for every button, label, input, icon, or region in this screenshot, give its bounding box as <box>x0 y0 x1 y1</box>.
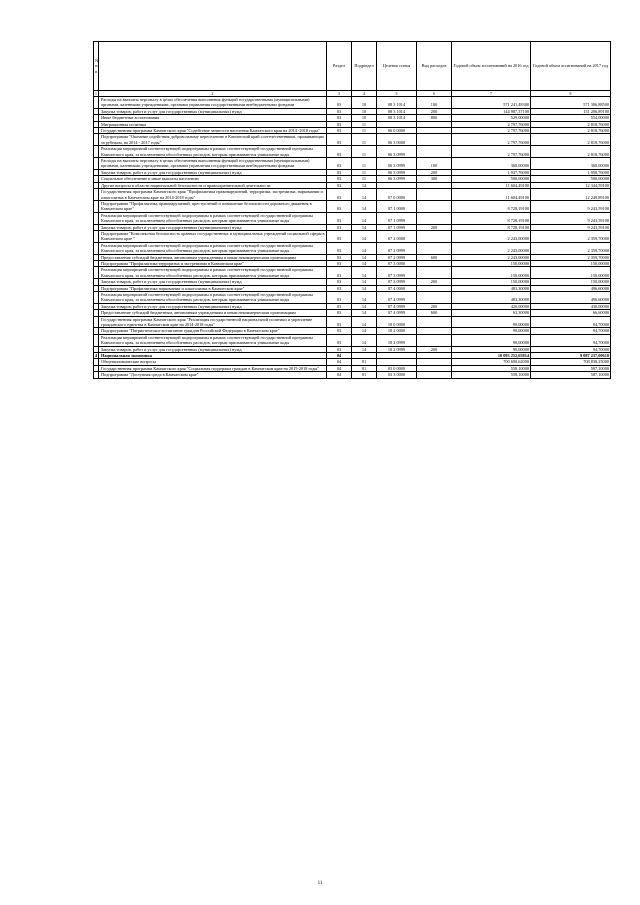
row-expense-type: 600 <box>417 310 452 316</box>
row-target-article: 08 3 1014 <box>377 97 417 109</box>
row-target-article: 07 4 0000 <box>377 285 417 291</box>
row-podrazdel: 11 <box>352 158 377 170</box>
row-name: Реализация мероприятий соответствующей подпрограммы в рамках соответствующей государственной программы Камчатского края, за исключением обособленных расходов, которым присваиваются уникальные коды <box>99 212 327 224</box>
row-amount-2016: 571 241,48300 <box>452 97 531 109</box>
row-razdel: 03 <box>327 310 352 316</box>
row-razdel: 03 <box>327 242 352 254</box>
row-target-article: 06 0 0000 <box>377 128 417 134</box>
row-razdel: 03 <box>327 328 352 334</box>
row-amount-2016: 150,00000 <box>452 267 531 279</box>
row-razdel: 03 <box>327 182 352 188</box>
row-amount-2017: 587,10000 <box>531 372 611 378</box>
row-razdel: 03 <box>327 346 352 352</box>
column-number: 2 <box>99 91 327 97</box>
row-razdel: 03 <box>327 176 352 182</box>
column-number: 1 <box>95 91 97 96</box>
row-target-article: 06 3 0000 <box>377 134 417 146</box>
row-razdel: 03 <box>327 303 352 309</box>
row-amount-2017: 587,10000 <box>531 365 611 371</box>
row-expense-type: 200 <box>417 108 452 114</box>
row-name: Реализация мероприятий соответствующей подпрограммы в рамках соответствующей государственной программы Камчатского края, за исключением обособленных расходов, которым присваиваются уникальные коды <box>99 334 327 346</box>
row-razdel: 03 <box>327 108 352 114</box>
row-podrazdel: 11 <box>352 128 377 134</box>
column-number: 6 <box>417 91 452 97</box>
row-amount-2017: 94,70000 <box>531 316 611 328</box>
table-row <box>94 134 611 146</box>
row-target-article: 07 1 0999 <box>377 212 417 224</box>
row-amount-2016: 700 690,62000 <box>452 359 531 365</box>
row-expense-type <box>417 134 452 146</box>
table-row <box>94 242 611 254</box>
row-amount-2016: 11 604,49100 <box>452 182 531 188</box>
row-podrazdel: 14 <box>352 328 377 334</box>
row-amount-2017: 9 243,59100 <box>531 212 611 224</box>
row-expense-type <box>417 267 452 279</box>
row-amount-2016: 90,00000 <box>452 316 531 328</box>
row-amount-2017: 500,00000 <box>531 176 611 182</box>
table-row <box>94 230 611 242</box>
row-podrazdel: 14 <box>352 310 377 316</box>
row-expense-type: 200 <box>417 346 452 352</box>
column-number: 5 <box>377 91 417 97</box>
row-target-article: 07 1 0000 <box>377 200 417 212</box>
column-number: 7 <box>452 91 531 97</box>
header-expense-type: Вид расходов <box>417 42 452 91</box>
row-razdel: 03 <box>327 292 352 304</box>
row-expense-type: 200 <box>417 224 452 230</box>
row-amount-2016: 11 604,49100 <box>452 189 531 201</box>
row-podrazdel: 14 <box>352 285 377 291</box>
row-amount-2016: 1 937,76000 <box>452 169 531 175</box>
row-amount-2017: 9 087 237,00610 <box>531 353 611 359</box>
row-razdel: 03 <box>327 169 352 175</box>
row-amount-2017: 496,60000 <box>531 285 611 291</box>
table-row <box>94 200 611 212</box>
row-podrazdel: 14 <box>352 316 377 328</box>
row-amount-2016: 483,30000 <box>452 285 531 291</box>
row-name: Подпрограмма "Комплексная безопасность краевых государственных и муниципальных учреждений социальной сферы в Камчатском крае " <box>99 230 327 242</box>
page-number: 11 <box>317 881 323 886</box>
row-target-article: 18 2 0999 <box>377 334 417 346</box>
row-name: Закупка товаров, работ и услуг для государственных (муниципальных) нужд <box>99 224 327 230</box>
table-row <box>94 158 611 170</box>
row-expense-type <box>417 292 452 304</box>
row-amount-2017: 150,00000 <box>531 267 611 279</box>
row-razdel: 03 <box>327 230 352 242</box>
row-podrazdel: 14 <box>352 279 377 285</box>
row-razdel: 04 <box>327 365 352 371</box>
column-number: 4 <box>352 91 377 97</box>
row-target-article: 18 0 0000 <box>377 316 417 328</box>
row-podrazdel: 14 <box>352 242 377 254</box>
row-amount-2017: 2 818,76000 <box>531 146 611 158</box>
row-amount-2016: 558,10000 <box>452 365 531 371</box>
row-expense-type: 100 <box>417 97 452 109</box>
row-name: Государственная программа Камчатского края "Профилактика правонарушений, терроризма, экстремизма, наркомании и алкоголизма в Камчатском крае на 2014-2018 годы" <box>99 189 327 201</box>
row-name: Государственная программа Камчатского края "Социальная поддержка граждан в Камчатском крае на 2015-2018 годы" <box>99 365 327 371</box>
row-target-article: 06 3 0999 <box>377 169 417 175</box>
header-target-article: Целевая статья <box>377 42 417 91</box>
row-amount-2016: 2 797,76000 <box>452 128 531 134</box>
row-target-article: 08 3 1014 <box>377 108 417 114</box>
row-target-article: 07 1 0999 <box>377 224 417 230</box>
row-amount-2017: 151 206,89100 <box>531 108 611 114</box>
row-podrazdel: 11 <box>352 146 377 158</box>
row-amount-2016: 2 797,76000 <box>452 134 531 146</box>
table-row <box>94 372 611 378</box>
row-amount-2017: 66,60000 <box>531 310 611 316</box>
row-name: Расходы на выплаты персоналу в целях обеспечения выполнения функций государственными (муниципальными) органами, казенными учреждениями, органами управления государственными внебюджетными фондами <box>99 158 327 170</box>
row-target-article: 07 2 0999 <box>377 254 417 260</box>
row-name: Закупка товаров, работ и услуг для государственных (муниципальных) нужд <box>99 169 327 175</box>
row-name: Реализация мероприятий соответствующей подпрограммы в рамках соответствующей государственной программы Камчатского края, за исключением обособленных расходов, которым присваиваются уникальные коды <box>99 267 327 279</box>
row-expense-type <box>417 334 452 346</box>
row-target-article: 06 3 0999 <box>377 158 417 170</box>
row-razdel: 03 <box>327 158 352 170</box>
header-name <box>99 42 327 91</box>
row-name: Подпрограмма "Профилактика правонарушений, преступлений и повышение безопасности дорожного движения в Камчатском крае" <box>99 200 327 212</box>
row-podrazdel: 14 <box>352 334 377 346</box>
row-razdel: 03 <box>327 146 352 158</box>
row-name: Предоставление субсидий бюджетным, автономным учреждениям и иным некоммерческим организациям <box>99 310 327 316</box>
row-target-article: 07 0 0000 <box>377 189 417 201</box>
row-razdel: 03 <box>327 97 352 109</box>
row-amount-2016: 10 093 252,65814 <box>452 353 531 359</box>
table-row <box>94 334 611 346</box>
row-razdel: 03 <box>327 212 352 224</box>
row-amount-2016: 529,00000 <box>452 115 531 121</box>
row-target-article: 07 3 0000 <box>377 260 417 266</box>
row-target-article: 07 3 0999 <box>377 279 417 285</box>
row-name: Государственная программа Камчатского края "Содействие занятости населения Камчатского края на 2014 -2018 годы" <box>99 128 327 134</box>
row-name: Иные бюджетные ассигнования <box>99 115 327 121</box>
row-amount-2016: 558,10000 <box>452 372 531 378</box>
row-expense-type: 800 <box>417 115 452 121</box>
row-podrazdel: 10 <box>352 108 377 114</box>
row-amount-2017: 12 249,89100 <box>531 189 611 201</box>
row-target-article: 03 0 0000 <box>377 365 417 371</box>
row-expense-type <box>417 189 452 201</box>
row-amount-2016: 150,00000 <box>452 279 531 285</box>
row-amount-2016: 8 728,19100 <box>452 200 531 212</box>
row-podrazdel: 01 <box>352 365 377 371</box>
row-razdel: 03 <box>327 121 352 127</box>
row-razdel: 03 <box>327 316 352 328</box>
row-name: Миграционная политика <box>99 121 327 127</box>
table-row <box>94 292 611 304</box>
row-name: Реализация мероприятий соответствующей подпрограммы в рамках соответствующей государственной программы Камчатского края, за исключением обособленных расходов, которым присваиваются уникальные коды <box>99 292 327 304</box>
row-amount-2017: 2 359,70000 <box>531 230 611 242</box>
row-amount-2017: 94,70000 <box>531 346 611 352</box>
row-amount-2017: 12 344,59100 <box>531 182 611 188</box>
table-row <box>94 212 611 224</box>
row-name: Подпрограмма "Оказание содействия добровольному переселению в Камчатский край соотечественников, проживающих за рубежом, на 2014 - 2017 годы" <box>99 134 327 146</box>
row-amount-2017: 2 359,70000 <box>531 242 611 254</box>
header-razdel: Раздел <box>327 42 352 91</box>
row-target-article: 03 3 0000 <box>377 372 417 378</box>
row-razdel: 04 <box>327 353 352 359</box>
row-amount-2017: 496,60000 <box>531 292 611 304</box>
row-amount-2016: 90,00000 <box>452 328 531 334</box>
table-row <box>94 267 611 279</box>
row-podrazdel: 11 <box>352 121 377 127</box>
row-amount-2016: 500,00000 <box>452 176 531 182</box>
row-name: Закупка товаров, работ и услуг для государственных (муниципальных) нужд <box>99 303 327 309</box>
row-expense-type <box>417 230 452 242</box>
row-amount-2017: 2 359,70000 <box>531 254 611 260</box>
header-amount-2016: Годовой объем ассигнований на 2016 год <box>452 42 531 91</box>
row-razdel: 04 <box>327 372 352 378</box>
row-amount-2016: 2 243,00000 <box>452 242 531 254</box>
row-amount-2016: 2 797,76000 <box>452 121 531 127</box>
row-podrazdel: 10 <box>352 97 377 109</box>
row-amount-2017: 9 243,59100 <box>531 224 611 230</box>
row-razdel: 03 <box>327 128 352 134</box>
row-podrazdel: 01 <box>352 372 377 378</box>
row-target-article: 18 2 0000 <box>377 328 417 334</box>
row-target-article: 07 4 0999 <box>377 303 417 309</box>
row-amount-2016: 8 728,19100 <box>452 212 531 224</box>
row-razdel: 03 <box>327 334 352 346</box>
row-razdel: 03 <box>327 115 352 121</box>
row-expense-type <box>417 242 452 254</box>
row-amount-2016: 2 243,00000 <box>452 254 531 260</box>
row-target-article: 06 3 0999 <box>377 176 417 182</box>
row-name: Другие вопросы в области национальной безопасности и правоохранительной деятельности <box>99 182 327 188</box>
row-podrazdel: 14 <box>352 254 377 260</box>
row-amount-2016: 2 797,76000 <box>452 146 531 158</box>
row-razdel: 03 <box>327 254 352 260</box>
row-podrazdel: 14 <box>352 303 377 309</box>
row-expense-type <box>417 316 452 328</box>
row-amount-2016: 144 987,37100 <box>452 108 531 114</box>
row-amount-2017: 2 818,76000 <box>531 134 611 146</box>
row-podrazdel: 14 <box>352 230 377 242</box>
row-amount-2017: 571 306,88500 <box>531 97 611 109</box>
row-amount-2016: 8 728,19100 <box>452 224 531 230</box>
row-razdel: 03 <box>327 224 352 230</box>
row-amount-2016: 2 243,00000 <box>452 230 531 242</box>
row-razdel: 03 <box>327 260 352 266</box>
row-name: Реализация мероприятий соответствующей подпрограммы в рамках соответствующей государственной программы Камчатского края, за исключением обособленных расходов, которым присваиваются уникальные коды <box>99 146 327 158</box>
row-amount-2016: 150,00000 <box>452 260 531 266</box>
column-number: 8 <box>531 91 611 97</box>
row-name: Расходы на выплаты персоналу в целях обеспечения выполнения функций государственными (муниципальными) органами, казенными учреждениями, органами управления государственными внебюджетными фондами <box>99 97 327 109</box>
row-podrazdel: 14 <box>352 182 377 188</box>
row-name: Предоставление субсидий бюджетным, автономным учреждениям и иным некоммерческим организациям <box>99 254 327 260</box>
row-name: Закупка товаров, работ и услуг для государственных (муниципальных) нужд <box>99 346 327 352</box>
row-amount-2016: 420,00000 <box>452 303 531 309</box>
row-amount-2017: 554,00000 <box>531 115 611 121</box>
row-name: Закупка товаров, работ и услуг для государственных (муниципальных) нужд <box>99 279 327 285</box>
row-amount-2017: 708 838,25000 <box>531 359 611 365</box>
row-target-article: 06 3 0999 <box>377 146 417 158</box>
row-target-article: 07 4 0999 <box>377 292 417 304</box>
row-expense-type: 200 <box>417 279 452 285</box>
row-name: Социальное обеспечение и иные выплаты населению <box>99 176 327 182</box>
row-number: 4 <box>95 353 98 359</box>
row-expense-type: 100 <box>417 158 452 170</box>
row-target-article: 07 4 0999 <box>377 310 417 316</box>
row-expense-type <box>417 146 452 158</box>
row-target-article: 08 3 1014 <box>377 115 417 121</box>
row-razdel: 03 <box>327 279 352 285</box>
row-razdel: 03 <box>327 285 352 291</box>
row-amount-2016: 90,00000 <box>452 334 531 346</box>
row-target-article: 07 3 0999 <box>377 267 417 279</box>
row-name: Подпрограмма "Профилактика терроризма и экстремизма в Камчатском крае" <box>99 260 327 266</box>
row-podrazdel: 14 <box>352 292 377 304</box>
row-razdel: 03 <box>327 189 352 201</box>
row-amount-2017: 1 958,76000 <box>531 169 611 175</box>
row-podrazdel: 14 <box>352 260 377 266</box>
row-expense-type: 200 <box>417 303 452 309</box>
row-name: Государственная программа Камчатского края "Реализация государственной национальной политики и укрепление гражданского единства в Камчатском крае на 2014-2018 годы" <box>99 316 327 328</box>
row-podrazdel: 01 <box>352 359 377 365</box>
budget-table <box>93 41 611 379</box>
row-podrazdel: 10 <box>352 115 377 121</box>
row-amount-2016: 63,30000 <box>452 310 531 316</box>
table-header-row <box>94 42 611 91</box>
row-expense-type: 600 <box>417 254 452 260</box>
column-number: 3 <box>327 91 352 97</box>
row-amount-2016: 360,00000 <box>452 158 531 170</box>
row-amount-2017: 94,70000 <box>531 328 611 334</box>
row-amount-2016: 90,00000 <box>452 346 531 352</box>
row-podrazdel: 14 <box>352 189 377 201</box>
row-name: Общеэкономические вопросы <box>99 359 327 365</box>
row-name: Национальная экономика <box>99 353 327 359</box>
row-amount-2017: 2 818,76000 <box>531 121 611 127</box>
row-amount-2017: 150,00000 <box>531 260 611 266</box>
row-razdel: 03 <box>327 200 352 212</box>
table-row <box>94 316 611 328</box>
row-name: Подпрограмма "Патриотическое воспитание граждан Российской Федерации в Камчатском крае" <box>99 328 327 334</box>
row-target-article: 18 2 0999 <box>377 346 417 352</box>
row-expense-type <box>417 212 452 224</box>
row-podrazdel: 14 <box>352 212 377 224</box>
table-row <box>94 189 611 201</box>
row-amount-2017: 9 243,59100 <box>531 200 611 212</box>
row-amount-2016: 483,30000 <box>452 292 531 304</box>
row-podrazdel: 14 <box>352 267 377 279</box>
row-podrazdel: 11 <box>352 176 377 182</box>
row-amount-2017: 360,00000 <box>531 158 611 170</box>
row-podrazdel: 11 <box>352 134 377 146</box>
row-amount-2017: 2 818,76000 <box>531 128 611 134</box>
row-target-article: 07 2 0000 <box>377 230 417 242</box>
table-row <box>94 97 611 109</box>
row-podrazdel: 14 <box>352 200 377 212</box>
row-name: Реализация мероприятий соответствующей подпрограммы в рамках соответствующей государственной программы Камчатского края, за исключением обособленных расходов, которым присваиваются уникальные коды <box>99 242 327 254</box>
row-podrazdel: 14 <box>352 224 377 230</box>
row-podrazdel: 14 <box>352 346 377 352</box>
row-amount-2017: 150,00000 <box>531 279 611 285</box>
row-expense-type <box>417 372 452 378</box>
row-razdel: 03 <box>327 134 352 146</box>
table-row <box>94 146 611 158</box>
row-expense-type <box>417 200 452 212</box>
header-amount-2017: Годовой объем ассигнований на 2017 год <box>531 42 611 91</box>
row-target-article: 07 2 0999 <box>377 242 417 254</box>
row-name: Закупка товаров, работ и услуг для государственных (муниципальных) нужд <box>99 108 327 114</box>
row-amount-2017: 430,00000 <box>531 303 611 309</box>
row-razdel: 04 <box>327 359 352 365</box>
row-expense-type: 200 <box>417 169 452 175</box>
header-number: № п/п <box>94 42 99 91</box>
header-podrazdel: Подраздел <box>352 42 377 91</box>
row-razdel: 03 <box>327 267 352 279</box>
row-podrazdel: 11 <box>352 169 377 175</box>
row-amount-2017: 94,70000 <box>531 334 611 346</box>
table-body <box>94 97 611 379</box>
row-name: Подпрограмма "Профилактика наркомании и алкоголизма в Камчатском крае" <box>99 285 327 291</box>
row-expense-type: 300 <box>417 176 452 182</box>
budget-table-sheet <box>93 41 610 379</box>
row-name: Подпрограмма "Доступная среда в Камчатском крае" <box>99 372 327 378</box>
